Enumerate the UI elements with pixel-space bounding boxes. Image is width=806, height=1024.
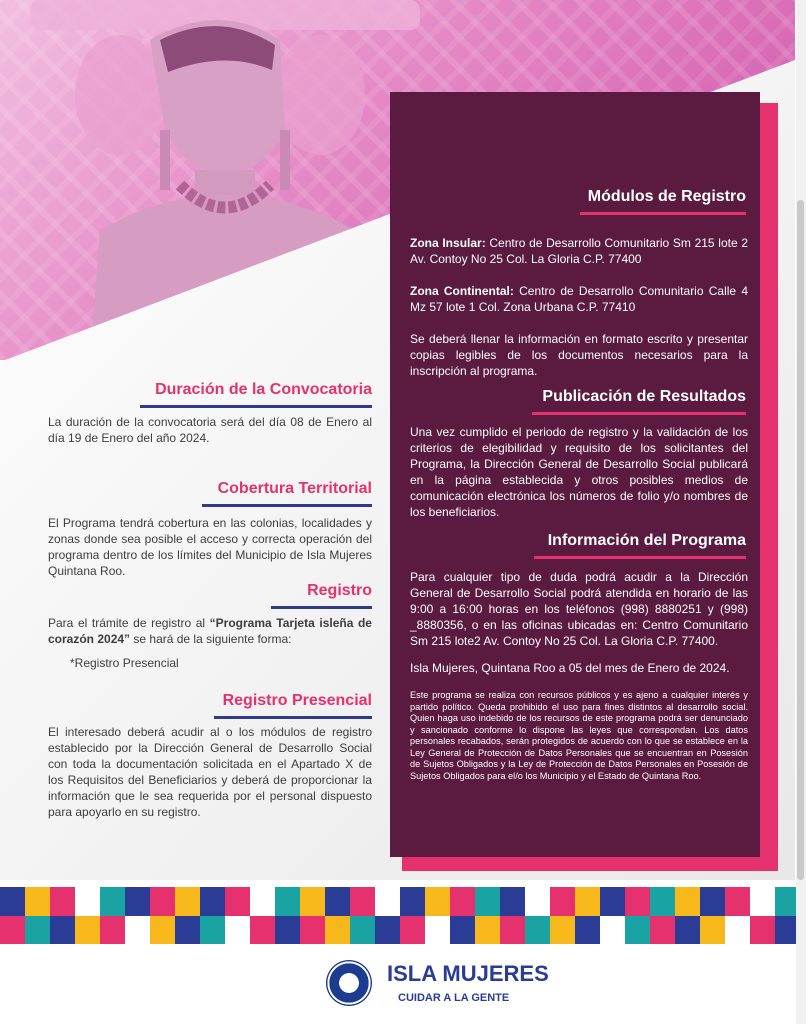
informacion-date: Isla Mujeres, Quintana Roo a 05 del mes de Enero de 2024. bbox=[410, 661, 730, 675]
registro-title: Registro bbox=[307, 582, 372, 599]
registro-text-after: se hará de la siguiente forma: bbox=[130, 632, 292, 646]
presencial-text: El interesado deberá acudir al o los módulos de registro establecido por la Dirección General de Desarrollo Social con toda la documentación solicitada en el Apartado X de los Requisitos del Beneficiarios y deberá de proporcionar la información que le sea requerida por el personal dispuesto para apoyarlo en su registro. bbox=[48, 725, 372, 819]
programa-name: “Programa Tarjeta isleña de corazón 2024” bbox=[48, 616, 372, 646]
cobertura-title: Cobertura Territorial bbox=[217, 480, 372, 497]
modulos-title: Módulos de Registro bbox=[587, 188, 746, 205]
publicacion-rule bbox=[532, 412, 746, 415]
info-panel bbox=[390, 92, 760, 857]
insular-label: Zona Insular: bbox=[410, 236, 486, 250]
logo-name: ISLA MUJERES bbox=[387, 961, 549, 986]
insular-text: Centro de Desarrollo Comunitario Sm 215 lote 2 Av. Contoy No 25 Col. La Gloria C.P. 77400 bbox=[410, 236, 748, 266]
presencial-title: Registro Presencial bbox=[222, 692, 372, 709]
duracion-rule bbox=[140, 405, 372, 408]
modulos-rule bbox=[580, 212, 746, 215]
legal-text: Este programa se realiza con recursos públicos y es ajeno a cualquier interés y partido político. Queda prohibido el uso para fines distintos al desarrollo social. Quien haga uso indebido de los recursos de este programa podrá ser denunciado y sancionado conforme lo dispone las leyes que correspondan. Los datos personales recabados, serán protegidos de acuerdo con lo que se establece en la Ley General de Protección de Datos Personales que se encuentran en Posesión de Sujetos Obligados y la Ley de Protección de Datos Personales en Posesión de Sujetos Obligados para el/o los Municipio y el Estado de Quintana Roo. bbox=[410, 690, 748, 781]
informacion-rule bbox=[534, 556, 746, 559]
zona-insular bbox=[410, 235, 748, 267]
informacion-text: Para cualquier tipo de duda podrá acudir a la Dirección General de Desarrollo Social podrá atendida en horario de las 9:00 a 16:00 horas en los teléfonos (998) 8880251 y (998) _8880356, o en las oficinas ubicadas en: Centro Comunitario Sm 215 lote2 Av. Contoy No 25 Col. La Gloria C.P. 77400. bbox=[410, 570, 748, 648]
publicacion-text: Una vez cumplido el periodo de registro y la validación de los criterios de elegibilidad y requisito de los solicitantes del Programa, la Dirección General de Desarrollo Social publicará en la página establecida y otros posibles medios de comunicación electrónica los números de folio y/o nombres de los beneficiarios. bbox=[410, 425, 748, 519]
cobertura-text: El Programa tendrá cobertura en las colonias, localidades y zonas donde sea posible el acceso y correcta operación del programa dentro de los límites del Municipio de Isla Mujeres Quintana Roo. bbox=[48, 516, 372, 578]
presencial-rule bbox=[214, 716, 372, 719]
registro-text bbox=[48, 615, 372, 647]
scrollbar-thumb[interactable] bbox=[797, 200, 804, 880]
municipal-seal-icon bbox=[326, 960, 372, 1006]
informacion-title: Información del Programa bbox=[547, 532, 746, 549]
logo-slogan: CUIDAR A LA GENTE bbox=[398, 992, 510, 1004]
publicacion-title: Publicación de Resultados bbox=[542, 388, 746, 405]
duracion-title: Duración de la Convocatoria bbox=[155, 381, 372, 398]
continental-label: Zona Continental: bbox=[410, 284, 514, 298]
registro-item: *Registro Presencial bbox=[70, 656, 179, 670]
decorative-band bbox=[0, 887, 800, 944]
registro-rule bbox=[271, 606, 372, 609]
duracion-text: La duración de la convocatoria será del día 08 de Enero al día 19 de Enero del año 2024. bbox=[48, 415, 372, 445]
registro-text-before: Para el trámite de registro al bbox=[48, 616, 210, 630]
continental-text: Centro de Desarrollo Comunitario Calle 4 Mz 57 lote 1 Col. Zona Urbana C.P. 77410 bbox=[410, 284, 748, 314]
modulos-note: Se deberá llenar la información en formato escrito y presentar copias legibles de los documentos necesarios para la inscripción al programa. bbox=[410, 332, 748, 378]
cobertura-rule bbox=[202, 504, 372, 507]
zona-continental bbox=[410, 283, 748, 315]
